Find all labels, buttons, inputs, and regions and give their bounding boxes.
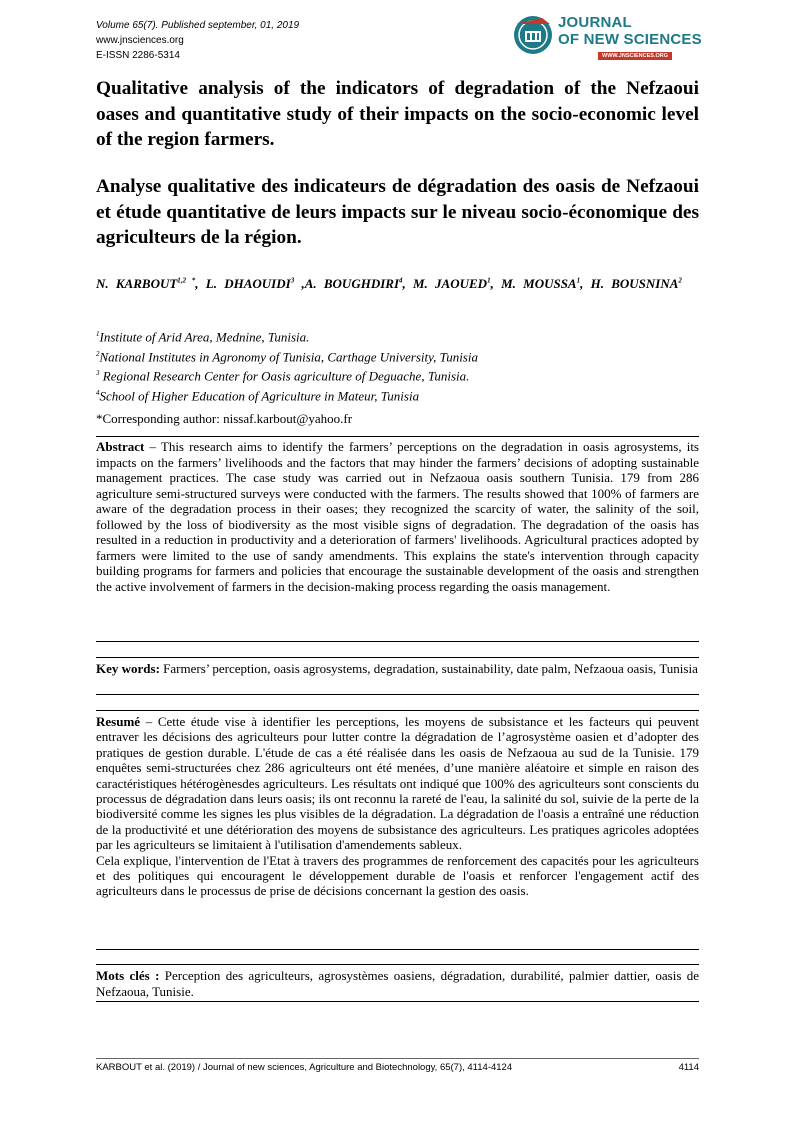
- affiliation-list: [96, 326, 478, 404]
- keywords-text: Farmers’ perception, oasis agrosystems, degradation, sustainability, date palm, Nefzaoua oasis, Tunisia: [159, 661, 698, 676]
- author-name: M. JAOUED: [413, 276, 488, 292]
- divider: [96, 949, 699, 950]
- abstract-label: Abstract: [96, 439, 145, 454]
- author-affiliation-sup: 1,2 *: [177, 277, 196, 285]
- abstract-text: – This research aims to identify the farmers’ perceptions on the degradation in oasis agrosystems, its impacts on the farmers’ livelihoods and the factors that may hinder the farmers’ decisions of adopting sustainable management practices. The case study was carried out in Nefzaoua oasis southern Tunisia. 179 from 286 agriculture semi-structured surveys were conducted with the farmers. The results showed that 100% of farmers are aware of the degradation process in their oases; they recognized the scarcity of water, the salinity of the soil, followed by the loss of biodiversity as the most visible signs of degradation. The degradation of the oasis has resulted in a reduction in productivity and a deterioration of farmers' livelihoods. Agricultural practices adopted by farmers were limited to the use of sandy amendments. This explains the state's intervention through capacity building programs for farmers and policies that encourage the sustainable development of the oasis and strengthen the active involvement of farmers in the decision-making process regarding the oasis management.: [96, 439, 699, 594]
- author-name: H. BOUSNINA: [590, 276, 679, 292]
- author-affiliation-sup: 3: [290, 277, 295, 285]
- divider: [96, 657, 699, 658]
- author-list: [96, 273, 699, 292]
- volume-line: Volume 65(7). Published september, 01, 2019: [96, 20, 300, 31]
- journal-logo: [512, 12, 702, 64]
- divider: [96, 694, 699, 695]
- author-2: L. DHAOUIDI$^3$ ,: [205, 276, 305, 292]
- logo-wordmark: [558, 14, 702, 48]
- author-affiliation-sup: 4: [399, 277, 403, 285]
- affiliation-item: $^2$National Institutes in Agronomy of Tunisia, Carthage University, Tunisia: [96, 348, 478, 364]
- resume-text-continued: Cela explique, l'intervention de l'Etat à travers des programmes de renforcement des capacités pour les agriculteurs et des politiques qui encouragent le développement durable de l'oasis et renforcer l'engagement actif des agriculteurs dans le processus de prise de décisions concernant la gestion des oasis.: [96, 852, 699, 899]
- author-3: A. BOUGHDIRI$^4$,: [304, 276, 413, 292]
- abstract-section: [96, 439, 699, 594]
- keywords-section: [96, 661, 699, 677]
- mots-cles-label: Mots clés :: [96, 968, 160, 983]
- affiliation-item: $^3$ Regional Research Center for Oasis agriculture of Deguache, Tunisia.: [96, 368, 470, 384]
- corresponding-author: *Corresponding author: nissaf.karbout@yahoo.fr: [96, 411, 353, 426]
- journal-emblem-icon: [512, 14, 554, 56]
- logo-line-2: OF NEW SCIENCES: [558, 31, 702, 48]
- mots-cles-text: Perception des agriculteurs, agrosystèmes oasiens, dégradation, durabilité, palmier dattier, oasis de Nefzaoua, Tunisie.: [96, 968, 700, 999]
- footer-divider: [96, 1058, 699, 1059]
- logo-line-1: JOURNAL: [558, 14, 632, 31]
- author-1: N. $KARBOUT^{1,2 *}$,: [96, 276, 206, 292]
- resume-section: [96, 714, 699, 899]
- issn: E-ISSN 2286-5314: [96, 50, 180, 61]
- author-affiliation-sup: 1: [487, 277, 491, 285]
- footer-citation: KARBOUT et al. (2019) / Journal of new sciences, Agriculture and Biotechnology, 65(7), 4114-4124: [96, 1062, 513, 1073]
- divider: [96, 436, 699, 437]
- page-number: 4114: [678, 1062, 699, 1073]
- author-affiliation-sup: 1: [576, 277, 581, 285]
- keywords-label: Key words:: [96, 661, 160, 676]
- divider: [96, 710, 699, 711]
- author-name: N. KARBOUT: [96, 276, 178, 292]
- divider: [96, 964, 699, 965]
- author-name: M. MOUSSA: [501, 276, 577, 292]
- affiliation-item: $^4$School of Higher Education of Agriculture in Mateur, Tunisia: [96, 387, 420, 403]
- author-6: [591, 276, 682, 291]
- author-name: L. DHAOUIDI: [205, 276, 291, 292]
- resume-text: – Cette étude vise à identifier les perceptions, les moyens de subsistance et les facteurs qui peuvent entraver les décisions des agriculteurs pour lutter contre la dégradation de l’agrosystème oasien et d’adopter des pratiques de gestion durable. L'étude de cas a été réalisée dans les oasis de Nefzaoua au sud de la Tunisie. 179 enquêtes semi-structurées chez 286 agriculteurs ont été menées, d’une manière aléatoire et simple en raison des caractéristiques hétérogènesdes agriculteurs. Les résultats ont indiqué que 100% des agriculteurs sont conscients du processus de dégradation dans leurs oasis; ils ont reconnu la rareté de l'eau, la salinité du sol, suivie de la perte de la biodiversité comme les signes les plus visibles de la dégradation. La dégradation de l'oasis a entraîné une réduction de la productivité et une détérioration des moyens de subsistance des agriculteurs. Les pratiques agricoles adoptées par les agriculteurs se limitaient à l'utilisation d'amendements sableux.: [96, 714, 699, 853]
- journal-website: www.jnsciences.org: [96, 35, 184, 46]
- affiliation-item: $^1$Institute of Arid Area, Mednine, Tunisia.: [96, 329, 310, 345]
- divider: [96, 1001, 699, 1002]
- mots-cles-section: [96, 968, 699, 999]
- logo-url: WWW.JNSCIENCES.ORG: [598, 52, 672, 60]
- title-english: Qualitative analysis of the indicators of degradation of the Nefzaoui oases and quantitative study of their impacts on the socio-economic level of the region farmers.: [96, 78, 699, 150]
- resume-label: Resumé: [96, 714, 141, 729]
- title-french: Analyse qualitative des indicateurs de dégradation des oasis de Nefzaoui et étude quantitative de leurs impacts sur le niveau socio-économique des agriculteurs de la région.: [96, 176, 699, 248]
- divider: [96, 641, 699, 642]
- author-4: M. JAOUED$^1$,: [413, 276, 502, 292]
- author-affiliation-sup: 2: [678, 277, 682, 285]
- author-name: A. BOUGHDIRI: [304, 276, 399, 292]
- journal-header-info: [96, 18, 299, 63]
- author-5: M. MOUSSA$^1$,: [501, 276, 591, 292]
